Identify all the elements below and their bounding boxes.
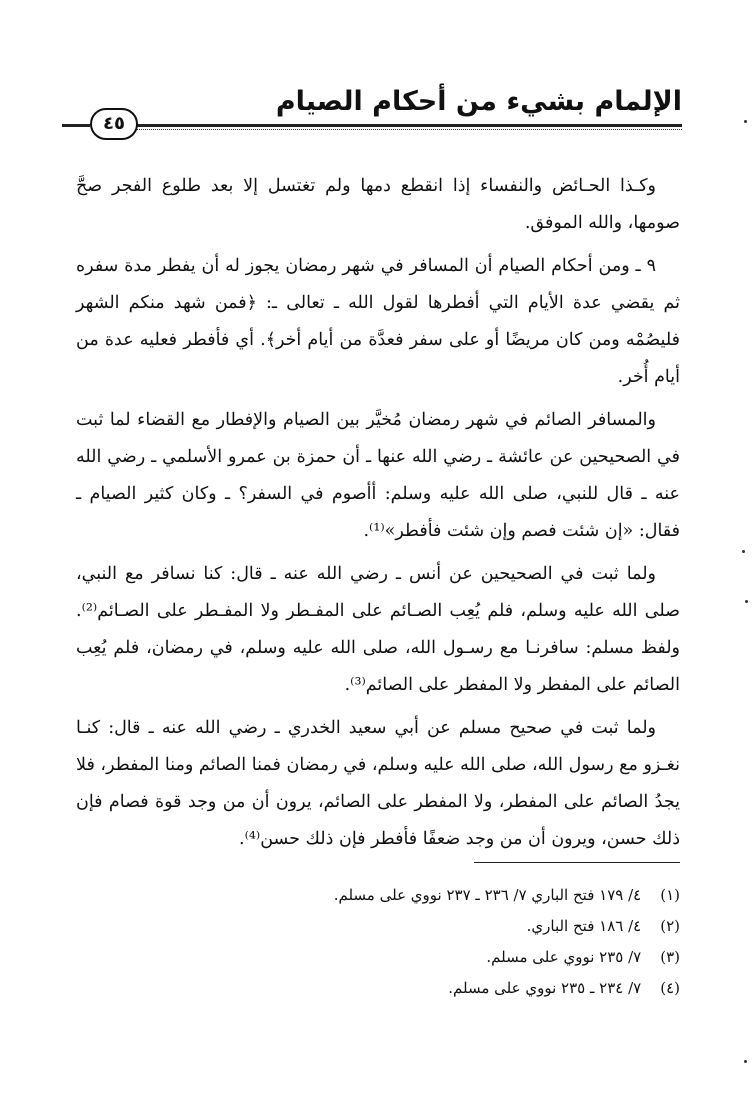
page-number-rule [62,124,90,127]
scan-speck [744,1060,747,1063]
paragraph: وكـذا الحـائض والنفساء إذا انقطع دمها ولم تغتسل إلا بعد طلوع الفجر صحَّ صومها، والله الموفق. [76,176,680,233]
footnote [200,911,680,942]
paragraph: والمسافر الصائم في شهر رمضان مُخيَّر بين الصيام والإفطار مع القضاء لما ثبت في الصحيحين عن عائشة ـ رضي الله عنها ـ أن حمزة بن عمرو الأسلمي ـ رضي الله عنه ـ قال للنبي، صلى الله عليه وسلم: أأصوم في السفر؟ ـ وكان كثير الصيام ـ فقال: «إن شئت فصم وإن شئت فأفطر»⁽¹⁾. [76,410,680,541]
footnote-text: ٧/ ٢٣٤ ـ ٢٣٥ نووي على مسلم. [448,979,642,997]
footnote-separator [474,862,680,863]
footnote [200,973,680,1004]
footnote-text: ٧/ ٢٣٥ نووي على مسلم. [486,948,642,966]
footnote-text: ٤/ ١٨٦ فتح الباري. [526,917,642,935]
footnote-number: (٤) [660,979,680,997]
paragraph: ولما ثبت في الصحيحين عن أنس ـ رضي الله عنه ـ قال: كنا نسافر مع النبي، صلى الله عليه وسلم، فلم يُعِب الصـائم على المفـطر ولا المفـطر على الصـائم⁽²⁾. ولفظ مسلم: سافرنـا مع رسـول الله، صلى الله عليه وسلم، في رمضان، فلم يُعِب الصائم على المفطر ولا المفطر على الصائم⁽³⁾. [76,564,680,695]
running-title: الإلمام بشيء من أحكام الصيام [275,86,682,117]
footnotes [200,880,680,1004]
footnote-number: (١) [660,886,680,904]
paragraph: ٩ ـ ومن أحكام الصيام أن المسافر في شهر رمضان يجوز له أن يفطر مدة سفره ثم يقضي عدة الأيام التي أفطرها لقول الله ـ تعالى ـ: ﴿فمن شهد منكم الشهر فليصُمْه ومن كان مريضًا أو على سفر فعدَّة من أيام أخر﴾. أي فأفطر فعليه عدة من أيام أُخر. [76,256,680,387]
footnote-number: (٢) [660,917,680,935]
header-dotted-rule [132,129,682,130]
footnote [200,880,680,911]
header-rule [132,124,682,127]
footnote [200,942,680,973]
main-text [76,168,680,864]
footnote-text: ٤/ ١٧٩ فتح الباري ٧/ ٢٣٦ ـ ٢٣٧ نووي على مسلم. [333,886,642,904]
page-number: ٤٥ [90,108,138,140]
scan-speck [745,600,748,603]
scan-speck [744,120,747,123]
page-header [62,86,682,134]
footnote-number: (٣) [660,948,680,966]
paragraph: ولما ثبت في صحيح مسلم عن أبي سعيد الخدري ـ رضي الله عنه ـ قال: كنـا نغـزو مع رسول الله، صلى الله عليه وسلم، في رمضان فمنا الصائم ومنا المفطر، فلا يجدُ الصائم على المفطر، ولا المفطر على الصائم، يرون أن من وجد قوة فصام فإن ذلك حسن، ويرون أن من وجد ضعفًا فأفطر فإن ذلك حسن⁽⁴⁾. [76,718,680,849]
scan-speck [742,550,745,553]
